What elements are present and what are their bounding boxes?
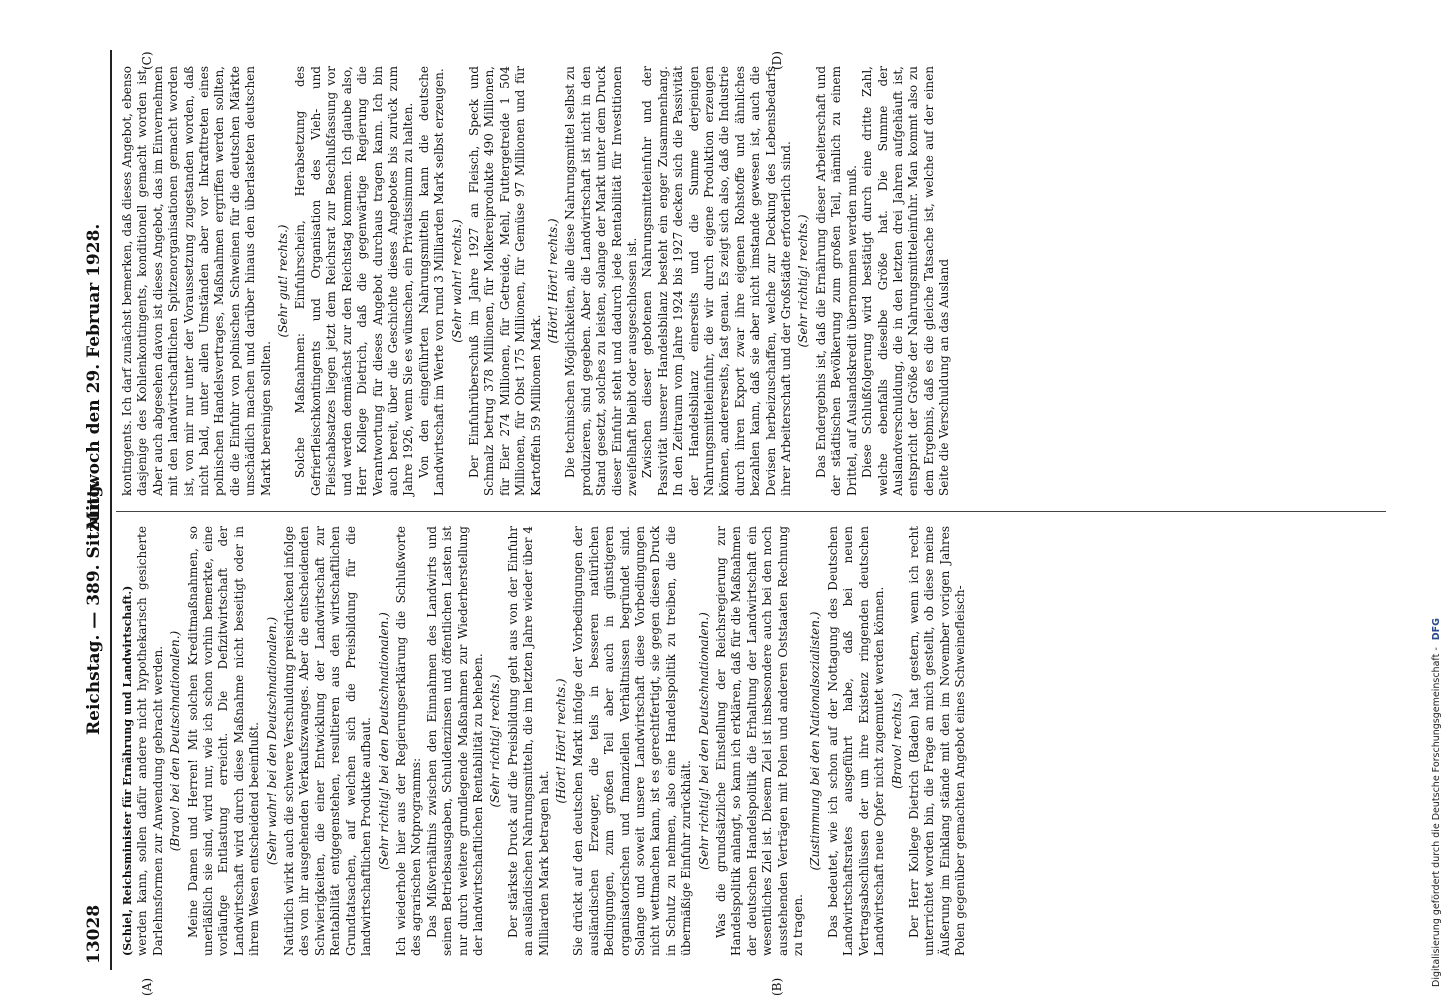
paragraph: Von den eingeführten Nahrungsmitteln kann die deutsche Landwirtschaft im Werte von rund 3 Milliarden Mark selbst erzeugen. [416, 66, 447, 496]
margin-marker-c: (C) [140, 51, 154, 70]
credit-text: Digitalisierung gefördert durch die Deutsche Forschungsgemeinschaft - [1431, 647, 1442, 987]
paragraph: Der Herr Kollege Dietrich (Baden) hat gestern, wenn ich recht unterrichtet worden bin, die Frage an mich gestellt, ob diese meine Äußerung im Einklang stände mit den im November vorigen Jahres Polen gegenüber gemachten Angebot eines Schweinefleisch- [906, 526, 968, 956]
right-text-column [120, 66, 1385, 496]
paragraph: Die technischen Möglichkeiten, alle diese Nahrungsmittel selbst zu produzieren, sind gegeben. Aber die Landwirtschaft ist nicht in den Stand gesetzt, solches zu leisten, solange der Markt unter dem Druck dieser Einfuhr steht und dadurch jede Rentabilität für Investitionen zweifelhaft bleibt oder ausgeschlossen ist. [563, 66, 639, 496]
paragraph: Sie drückt auf den deutschen Markt infolge der Vorbedingungen der ausländischen Erzeuger, die teils in besseren natürlichen Bedingungen, zum großen Teil aber auch in günstigeren organisatorischen und finanziellen Verhältnissen begründet sind. Solange und soweit unsere Landwirtschaft diese Vorbedingungen nicht wettmachen kann, ist es gerechtfertigt, sie gegen diesen Druck in Schutz zu nehmen, also eine Handelspolitik zu treiben, die die übermäßige Einfuhr zurückhält. [571, 526, 694, 956]
paragraph: Der stärkste Druck auf die Preisbildung geht aus von der Einfuhr an ausländischen Nahrungsmitteln, die im letzten Jahre wieder über 4 Milliarden Mark betragen hat. [505, 526, 551, 956]
paragraph: Ich wiederhole hier aus der Regierungserklärung die Schlußworte des agrarischen Notprogramms: [393, 526, 424, 956]
paragraph: Natürlich wirkt auch die schwere Verschuldung preisdrückend infolge des von ihr ausgehenden Verkaufszwanges. Aber die entscheidenden Schwierigkeiten, die einer Entwicklung der Landwirtschaft zur Rentabilität entgegenstehen, resultieren aus den wirtschaftlichen Grundtatsachen, auf welchen sich die Preisbildung für die landwirtschaftlichen Produkte aufbaut. [282, 526, 374, 956]
margin-marker-a: (A) [140, 977, 154, 996]
paragraph: werden kann, sollen dafür andere nicht hypothekarisch gesicherte Darlehnsformen zur Anwendung gebracht werden. [135, 526, 165, 956]
paragraph: Diese Schlußfolgerung wird bestätigt durch eine dritte Zahl, welche ebenfalls dieselbe Größe hat. Die Summe der Auslandverschuldung, die in den letzten drei Jahren aufgehäuft ist, entspricht der Größe der Nahrungsmitteleinfuhr. Man kommt also zu dem Ergebnis, daß es die gleiche Tatsache ist, welche auf der einen Seite die Verschuldung an das Ausland [860, 66, 952, 496]
digitization-credit [1416, 12, 1442, 987]
column-divider [116, 511, 1386, 512]
paragraph: kontingents. Ich darf zunächst bemerken, daß dieses Angebot, ebenso dasjenige des Kohlenkontingents, konditionell gemacht worden ist. Aber auch abgesehen davon ist dieses Angebot, das im Einvernehmen mit den landwirtschaftlichen Spitzenorganisationen gemacht worden ist, von mir nur unter der Voraussetzung zugestanden worden, daß nicht bald, unter allen Umständen aber vor Inkrafttreten eines polnischen Handelsvertrages, Maßnahmen ergriffen werden sollten, die die Einfuhr von polnischen Schweinen für die deutschen Märkte unschädlich machen und darüber hinaus den überlasteten deutschen Markt bereinigen sollten. [120, 66, 273, 496]
paragraph: Das Mißverhältnis zwischen den Einnahmen des Landwirts und seinen Betriebsausgaben, Schuldenzinsen und öffentlichen Lasten ist nur durch weitere grundlegende Maßnahmen zur Wiederherstellung der landwirtschaftlichen Rentabilität zu beheben. [424, 526, 485, 956]
dfg-logo: DFG [1431, 618, 1442, 641]
paragraph: Zwischen dieser gebotenen Nahrungsmitteleinfuhr und der Passivität unserer Handelsbilanz besteht ein enger Zusammenhang. In den Zeitraum vom Jahre 1924 bis 1927 decken sich die Passivität der Handelsbilanz einerseits und die Summe derjenigen Nahrungsmitteleinfuhr, die wir durch eigene Produktion erzeugen können, andererseits, fast genau. Es zeigt sich also, daß die Industrie durch ihren Export zwar ihre eigenen Rohstoffe und ähnliches bezahlen kann, daß sie aber nicht imstande gewesen ist, auch die Devisen herbeizuschaffen, welche zur Deckung des Lebensbedarfs ihrer Arbeiterschaft und der Großstädte erforderlich sind. [640, 66, 794, 496]
interjection: (Zustimmung bei den Nationalsozialisten.) [808, 611, 823, 871]
margin-marker-d: (D) [770, 51, 784, 70]
paragraph: Das Endergebnis ist, daß die Ernährung dieser Arbeiterschaft und der städtischen Bevölkerung zum großen Teil, nämlich zu einem Drittel, auf Auslandskredit übernommen werden muß. [813, 66, 859, 496]
left-text-column [120, 526, 1385, 956]
interjection: (Sehr wahr! bei den Deutschnationalen.) [264, 616, 279, 866]
page-header [80, 50, 114, 970]
interjection: (Sehr richtig! bei den Deutschnationalen.) [376, 612, 391, 870]
paragraph: Solche Maßnahmen: Einfuhrschein, Herabsetzung des Gefrierfleischkontingents und Organisation des Vieh- und Fleischabsatzes liegen jetzt dem Reichsrat zur Beschlußfassung vor und werden demnächst zur den Reichstag kommen. Ich glaube also, Herr Kollege Dietrich, daß die gegenwärtige Regierung die Verantwortung für dieses Angebot durchaus tragen kann. Ich bin auch bereit, über die Geschichte dieses Angebotes bis zurück zum Jahre 1926, wenn Sie es wünschen, ein Privatissimum zu halten. [293, 66, 416, 496]
session-title: Reichstag. — 389. Sitzung. [84, 479, 104, 735]
header-rule [110, 50, 112, 970]
interjection: (Sehr richtig! rechts.) [488, 674, 503, 808]
interjection: (Bravo! rechts.) [889, 693, 904, 789]
interjection: (Sehr richtig! bei den Deutschnationalen.) [696, 612, 711, 870]
paragraph: Der Einfuhrüberschuß im Jahre 1927 an Fleisch, Speck und Schmalz betrug 378 Millionen, für Molkereiprodukte 490 Millionen, für Eier 274 Millionen, für Getreide, Mehl, Futtergetreide 1 504 Millionen, für Obst 175 Millionen, für Gemüse 97 Millionen und für Kartoffeln 59 Millionen Mark. [466, 66, 543, 496]
paragraph: Das bedeutet, wie ich schon auf der Nottagung des Deutschen Landwirtschaftsrates ausgeführt habe, daß bei neuen Vertragsabschlüssen der um ihre Existenz ringenden deutschen Landwirtschaft neue Opfer nicht zugemutet werden können. [825, 526, 887, 956]
interjection: (Sehr wahr! rechts.) [449, 219, 464, 343]
session-date: Mittwoch den 29. Februar 1928. [84, 223, 104, 530]
interjection: (Sehr gut! rechts.) [276, 224, 291, 338]
interjection: (Hört! Hört! rechts.) [553, 678, 568, 804]
interjection: (Bravo! bei den Deutschnationalen.) [168, 630, 183, 852]
interjection: (Hört! Hört! rechts.) [545, 218, 560, 344]
page-number: 13028 [84, 904, 104, 964]
paragraph: Was die grundsätzliche Einstellung der Reichsregierung zur Handelspolitik anlangt, so kann ich erklären, daß für die Maßnahmen der deutschen Handelspolitik die Erhaltung der Landwirtschaft ein wesentliches Ziel ist. Diesem Ziel ist insbesondere auch bei den noch ausstehenden Verträgen mit Polen und anderen Oststaaten Rechnung zu tragen. [714, 526, 806, 956]
speaker-line: (Schiel, Reichsminister für Ernährung und Landwirtschaft.) [121, 585, 134, 956]
document-page [80, 50, 1390, 996]
paragraph: Meine Damen und Herren! Mit solchen Kreditmaßnahmen, so unerläßlich sie sind, wird nur, wie ich schon vorhin bemerkte, eine vorläufige Entlastung erreicht. Die Defizitwirtschaft der Landwirtschaft wird durch diese Maßnahme nicht beseitigt oder in ihrem Wesen entscheidend beeinflußt. [185, 526, 262, 956]
margin-marker-b: (B) [770, 977, 784, 996]
interjection: (Sehr richtig! rechts.) [796, 214, 811, 348]
